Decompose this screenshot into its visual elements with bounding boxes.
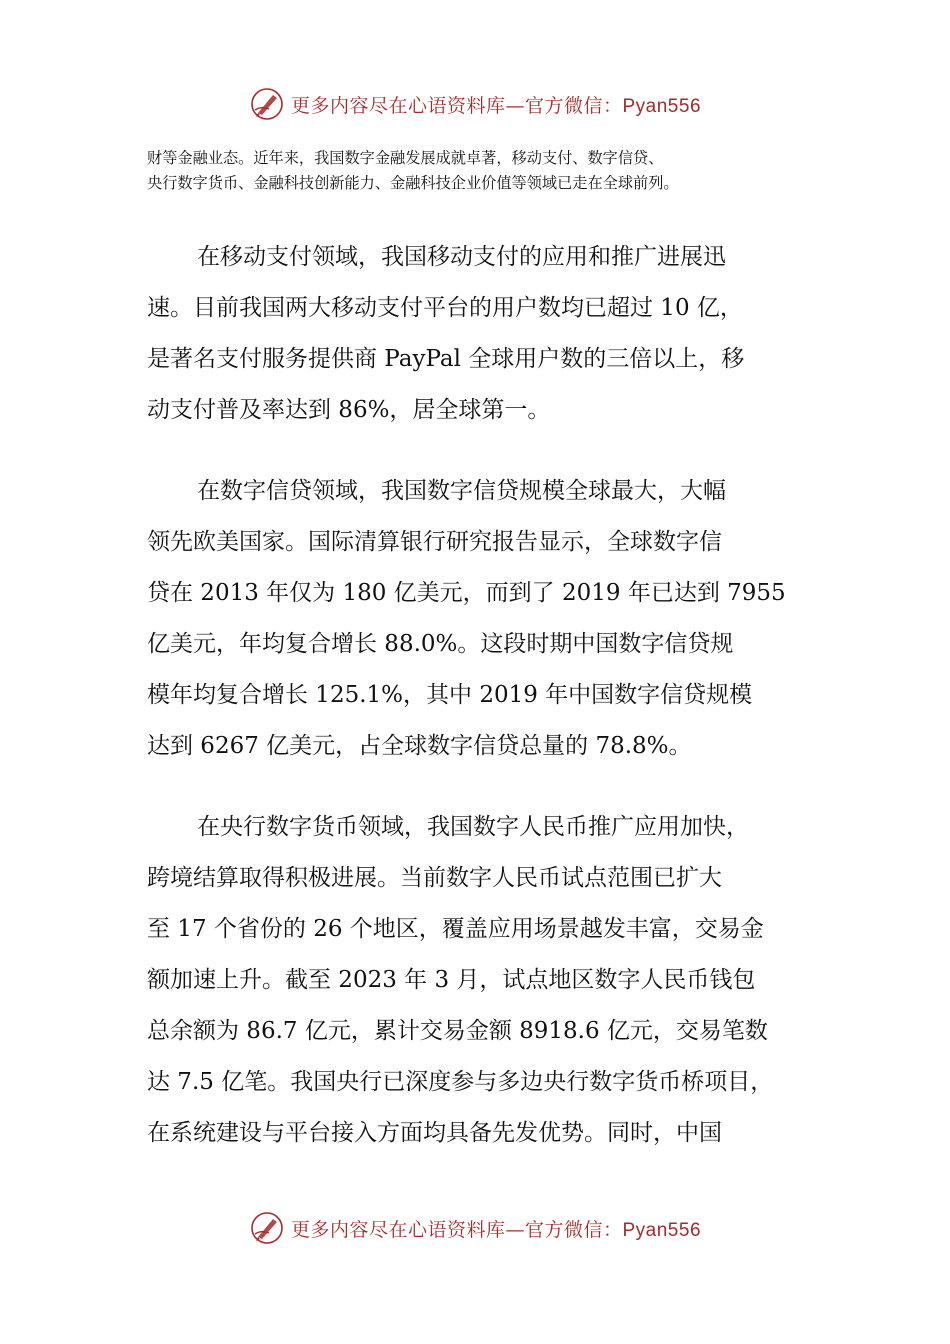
intro-text — [147, 146, 827, 196]
paragraph-digital-currency — [147, 802, 827, 1159]
paragraph-digital-credit — [147, 466, 827, 772]
text-line: 总余额为 86.7 亿元，累计交易金额 8918.6 亿元，交易笔数 — [147, 1018, 768, 1044]
banner-text: 更多内容尽在心语资料库—官方微信：Pyan556 — [290, 1218, 702, 1241]
text-line: 在系统建设与平台接入方面均具备先发优势。同时，中国 — [147, 1120, 722, 1146]
wechat-id: Pyan556 — [622, 95, 702, 117]
wechat-id: Pyan556 — [622, 1219, 702, 1241]
text-line: 动支付普及率达到 86%，居全球第一。 — [147, 397, 551, 423]
banner-text: 更多内容尽在心语资料库—官方微信：Pyan556 — [290, 94, 702, 117]
text-line: 在数字信贷领域，我国数字信贷规模全球最大，大幅 — [197, 478, 726, 504]
text-line: 达 7.5 亿笔。我国央行已深度参与多边央行数字货币桥项目， — [147, 1069, 774, 1095]
header-banner — [0, 84, 950, 124]
text-line: 央行数字货币、金融科技创新能力、金融科技企业价值等领域已走在全球前列。 — [147, 174, 679, 192]
footer-banner — [0, 1208, 950, 1248]
text-line: 领先欧美国家。国际清算银行研究报告显示，全球数字信 — [147, 529, 722, 555]
text-line: 模年均复合增长 125.1%，其中 2019 年中国数字信贷规模 — [147, 682, 753, 708]
pen-logo-icon — [249, 1210, 285, 1246]
paragraph-mobile-payment — [147, 232, 827, 436]
text-line: 速。目前我国两大移动支付平台的用户数均已超过 10 亿， — [147, 295, 743, 321]
text-line: 财等金融业态。近年来，我国数字金融发展成就卓著，移动支付、数字信贷、 — [147, 149, 664, 167]
text-line: 达到 6267 亿美元，占全球数字信贷总量的 78.8%。 — [147, 733, 692, 759]
text-line: 在央行数字货币领域，我国数字人民币推广应用加快， — [197, 814, 749, 840]
text-line: 额加速上升。截至 2023 年 3 月，试点地区数字人民币钱包 — [147, 967, 756, 993]
text-line: 在移动支付领域，我国移动支付的应用和推广进展迅 — [197, 244, 726, 270]
text-line: 是著名支付服务提供商 PayPal 全球用户数的三倍以上，移 — [147, 346, 745, 372]
text-line: 跨境结算取得积极进展。当前数字人民币试点范围已扩大 — [147, 865, 722, 891]
text-line: 至 17 个省份的 26 个地区，覆盖应用场景越发丰富，交易金 — [147, 916, 764, 942]
text-line: 贷在 2013 年仅为 180 亿美元，而到了 2019 年已达到 7955 — [147, 580, 786, 606]
text-line: 亿美元，年均复合增长 88.0%。这段时期中国数字信贷规 — [147, 631, 734, 657]
pen-logo-icon — [249, 86, 285, 122]
